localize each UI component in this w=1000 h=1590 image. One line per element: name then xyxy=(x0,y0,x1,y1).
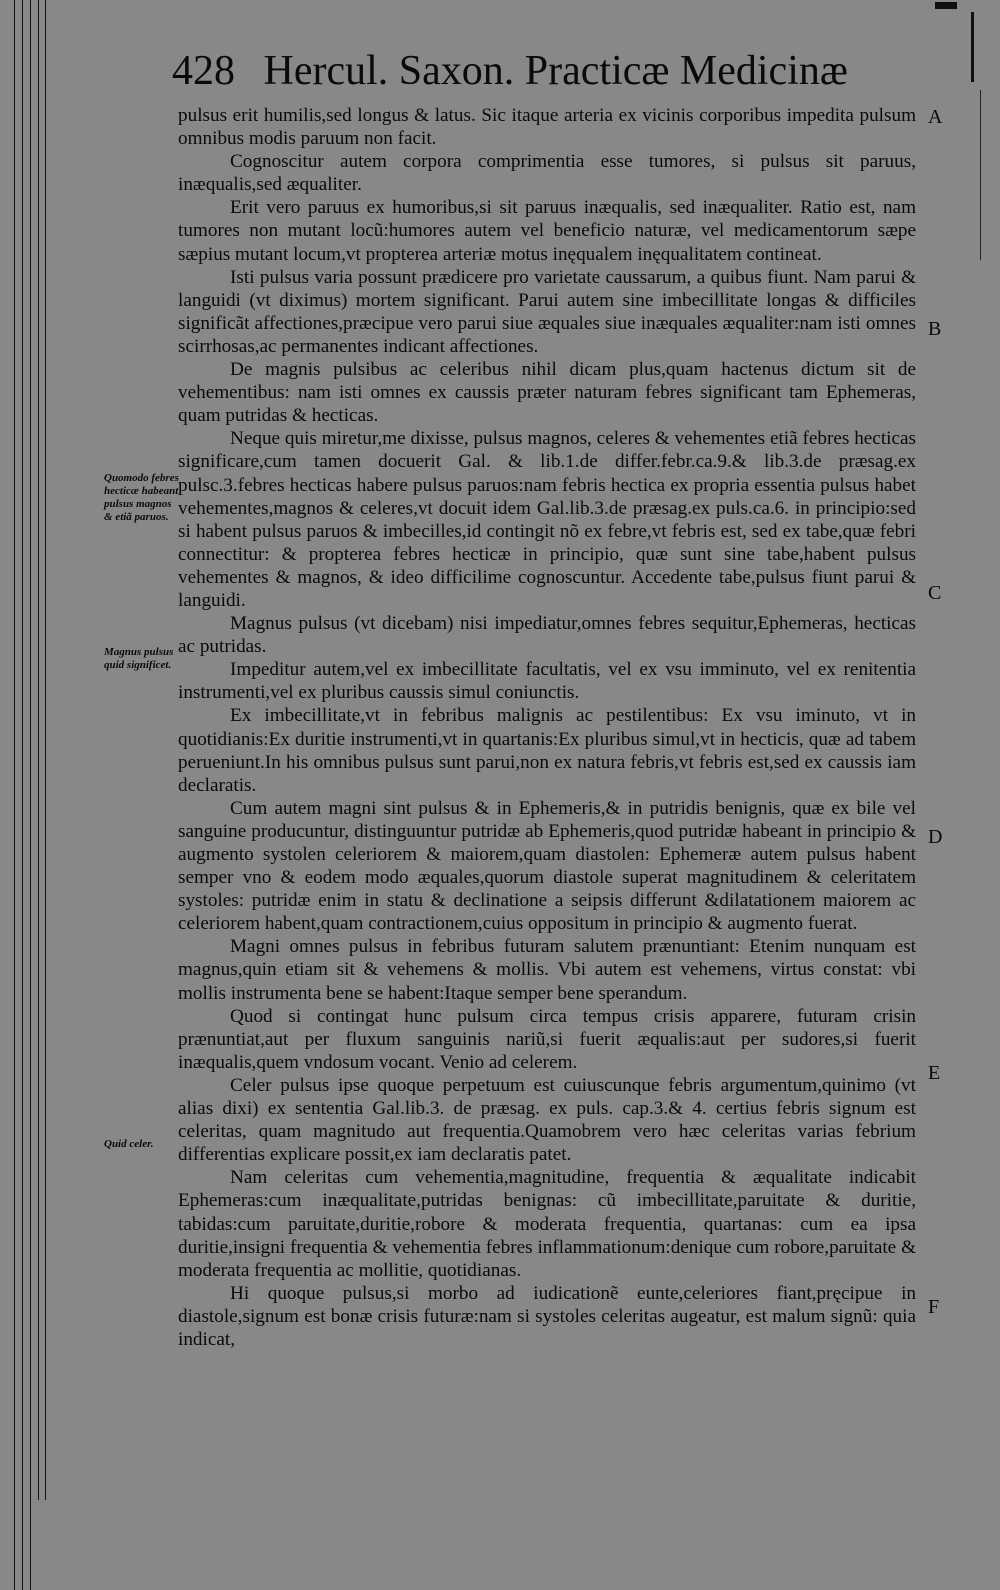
margin-letter-a: A xyxy=(928,106,943,128)
paragraph: Quod si contingat hunc pulsum circa tempus crisis apparere, futuram crisin prænuntiat,aut per fluxum sanguinis nariũ,si fuerit æqualis:aut per sudores,si fuerit inæqualis,quem vndosum vocant. Venio ad celerem. xyxy=(178,1005,916,1073)
paragraph: Ex imbecillitate,vt in febribus malignis ac pestilentibus: Ex vsu iminuto, vt in quotidianis:Ex duritie instrumenti,vt in quartanis:Ex pluribus simul,vt in hecticis, quæ ad tabem perueniunt.In his omnibus pulsus sunt parui,non ex natura febris,vt febris est,sed ex caussis iam declaratis. xyxy=(178,705,916,796)
gutter-line xyxy=(30,0,31,1590)
corner-mark xyxy=(971,12,974,82)
paragraph: Celer pulsus ipse quoque perpetuum est cuiuscunque febris argumentum,quinimo (vt alias dixi) ex sententia Gal.lib.3. de præsag. ex puls. cap.3.& 4. certius febris signum est celeritas, quam magnitudo aut frequentia.Quamobrem vero hæc celeritas varias febrium differentias explicare possit,ex iam declaratis patet. xyxy=(178,1074,916,1166)
side-rule xyxy=(980,90,981,260)
paragraph: Magni omnes pulsus in febribus futuram salutem prænuntiant: Etenim nunquam est magnus,quin etiam sit & vehemens & mollis. Vbi autem est vehemens, virtus constat: vbi mollis instrumenta bene se habent:Itaque semper bene sperandum. xyxy=(178,936,916,1004)
body-text xyxy=(178,104,916,1351)
running-title: Hercul. Saxon. Practicæ Medicinæ xyxy=(263,48,848,94)
paragraph: De magnis pulsibus ac celeribus nihil dicam plus,quam hactenus dictum sit de vehementibus: nam isti omnes ex caussis præter naturam febres significant tam Ephemeras, quam putridas & hecticas. xyxy=(178,359,916,427)
gutter-line xyxy=(38,0,39,1500)
gutter-line xyxy=(14,0,15,1590)
running-head xyxy=(172,46,912,96)
margin-note: Quomodo febres hecticæ habeant pulsus magnos & etiã paruos. xyxy=(104,472,179,523)
paragraph: Nam celeritas cum vehementia,magnitudine, frequentia & æqualitate indicabit Ephemeras:cum inæqualitate,putridas benignas: cũ imbecillitate,paruitate & duritie, tabidas:cum paruitate,duritie,robore & moderata frequentia, quartanas: cum ea ipsa duritie,insigni frequentia & vehementia febres inflammationum:denique cum robore,paruitate & moderata frequentia ac mollitie, quotidianas. xyxy=(178,1167,916,1281)
paragraph: Erit vero paruus ex humoribus,si sit paruus inæqualis, sed inæqualiter. Ratio est, nam tumores non mutant locũ:humores autem vel beneficio naturæ, vel medicamentorum sæpe sæpius mutant locum,vt propterea arteriæ motus inęqualem inęqualitatem contineat. xyxy=(178,197,916,265)
paragraph: pulsus erit humilis,sed longus & latus. Sic itaque arteria ex vicinis corporibus impedita pulsum omnibus modis paruum non facit. xyxy=(178,105,916,150)
page-number: 428 xyxy=(172,48,235,94)
margin-letter-e: E xyxy=(928,1062,941,1084)
gutter-line xyxy=(22,0,23,1590)
margin-letter-f: F xyxy=(928,1296,940,1318)
margin-letter-b: B xyxy=(928,318,942,340)
paragraph: Cum autem magni sint pulsus & in Ephemeris,& in putridis benignis, quæ ex bile vel sanguine producuntur, distinguuntur putridæ ab Ephemeris,quod putridæ habeant in principio & augmento systolen celeriorem & maiorem,quam diastolen: Ephemeræ autem pulsus habent semper vno & eodem modo æquales,quorum diastole superat magnitudinem & celeritatem systoles: putridæ enim in statu & declinatione a seipsis differunt &dilatationem maiorem ac celeriorem habent,quam contractionem,cuius oppositum in principio & augmento fuerat. xyxy=(178,797,916,935)
gutter-line xyxy=(45,0,46,1500)
margin-note: Quid celer. xyxy=(104,1138,154,1150)
paragraph: Impeditur autem,vel ex imbecillitate facultatis, vel ex vsu imminuto, vel ex renitentia instrumenti,vel ex pluribus caussis simul coniunctis. xyxy=(178,659,916,704)
paragraph: Cognoscitur autem corpora comprimentia esse tumores, si pulsus sit paruus, inæqualis,sed æqualiter. xyxy=(178,151,916,196)
margin-note: Magnus pulsus quid significet. xyxy=(104,646,174,671)
paragraph: Magnus pulsus (vt dicebam) nisi impediatur,omnes febres sequitur,Ephemeras, hecticas ac putridas. xyxy=(178,613,916,658)
paragraph: Neque quis miretur,me dixisse, pulsus magnos, celeres & vehementes etiã febres hecticas significare,cum tamen docuerit Gal. & lib.1.de differ.febr.ca.9.& lib.3.de præsag.ex pulsc.3.febres hecticas habere pulsus paruos:nam febris hectica ex propria essentia pulsus habet vehementes,magnos & celeres,vt docuit idem Gal.lib.3.de præsag.ex puls.ca.6. in principio:sed si habent pulsus paruos & imbecilles,id contingit nõ ex febre,vt febris est, sed ex tabe,quæ febri connectitur: & propterea febres hecticæ in principio, quæ sunt sine tabe,habent pulsus vehementes & magnos, & ideo difficilime cognoscuntur. Accedente tabe,pulsus fiunt parui & languidi. xyxy=(178,428,916,611)
paragraph: Isti pulsus varia possunt prædicere pro varietate caussarum, a quibus fiunt. Nam parui & languidi (vt diximus) mortem significant. Parui autem sine imbecillitate longas & difficiles significãt affectiones,præcipue vero parui siue æquales siue inæquales æqualiter:nam isti omnes scirrhosas,ac permanentes indicant affectiones. xyxy=(178,266,916,357)
margin-letter-c: C xyxy=(928,582,942,604)
paragraph: Hi quoque pulsus,si morbo ad iudicationẽ eunte,celeriores fiant,pręcipue in diastole,signum est bonæ crisis futuræ:nam si systoles celeritas augeatur, est malum signũ: quia indicat, xyxy=(178,1282,916,1350)
corner-mark xyxy=(935,2,957,9)
margin-letter-d: D xyxy=(928,826,943,848)
page-corner-marks xyxy=(935,0,975,80)
